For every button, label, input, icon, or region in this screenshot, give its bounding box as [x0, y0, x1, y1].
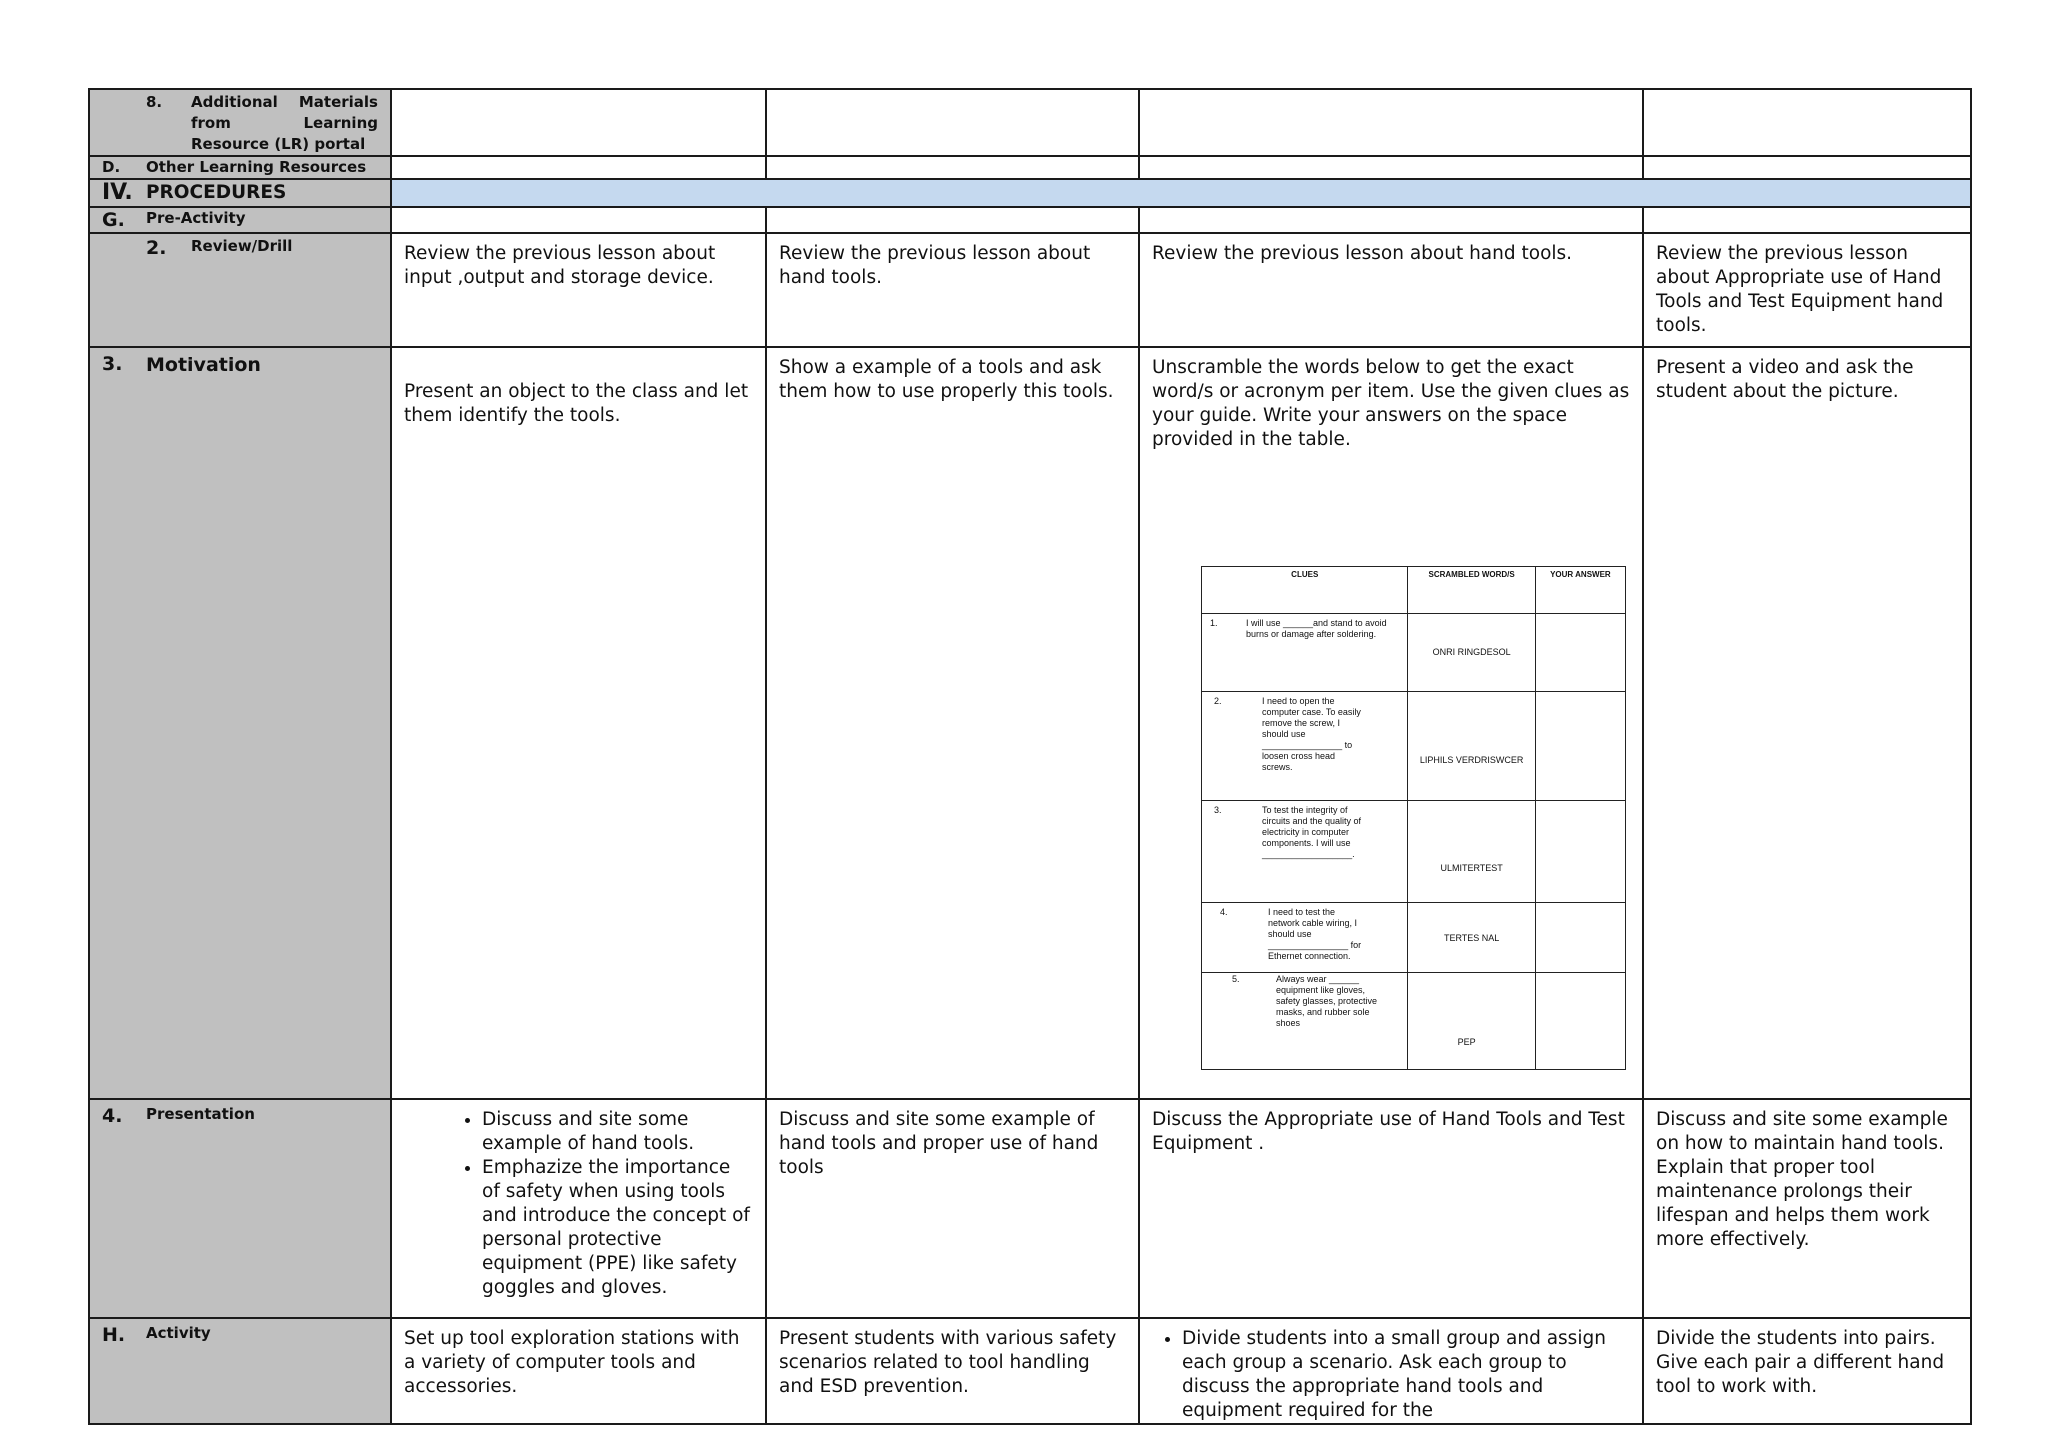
- label-cell: [89, 347, 391, 1099]
- review-text-1: Review the previous lesson about input ,output and storage device.: [404, 243, 716, 288]
- clue-text: I will use ______and stand to avoid burns or damage after soldering.: [1246, 618, 1387, 639]
- row-label: Review/Drill: [191, 237, 293, 255]
- item-number: 1.: [1210, 618, 1218, 628]
- label-cell: [89, 156, 391, 179]
- unscramble-row: [1202, 801, 1626, 903]
- answer-cell[interactable]: [1535, 801, 1625, 903]
- unscramble-row: [1202, 614, 1626, 692]
- answer-cell[interactable]: [1535, 903, 1625, 973]
- empty-cell: [1139, 156, 1643, 179]
- unscramble-row: [1202, 903, 1626, 973]
- row-label: PROCEDURES: [146, 182, 287, 203]
- row-number: 8.: [146, 93, 163, 111]
- label-cell: [89, 1099, 391, 1318]
- activity-text-2: Present students with various safety scenarios related to tool handling and ESD prevention.: [779, 1328, 1117, 1397]
- motivation-text-3: Unscramble the words below to get the exact word/s or acronym per item. Use the given clues as your guide. Write your answers on the space provided in the table.: [1152, 357, 1630, 450]
- bullet-item: • Emphazize the importance of safety when using tools and introduce the concept of personal protective equipment (PPE) like safety goggles and gloves.: [482, 1156, 751, 1300]
- empty-cell: [391, 89, 766, 156]
- row-label: Other Learning Resources: [146, 158, 367, 176]
- review-text-2: Review the previous lesson about hand tools.: [779, 243, 1091, 288]
- empty-cell: [391, 207, 766, 233]
- scrambled-header: SCRAMBLED WORD/S: [1408, 567, 1535, 614]
- row-number: 3.: [102, 353, 123, 375]
- activity-text-4: Divide the students into pairs. Give each pair a different hand tool to work with.: [1656, 1328, 1945, 1397]
- clue-text: To test the integrity of circuits and the quality of electricity in computer components. I will use __________________.: [1262, 805, 1362, 859]
- motivation-unscramble-cell: [1139, 347, 1643, 1099]
- item-number: 4.: [1220, 907, 1228, 917]
- row-number: 4.: [102, 1105, 123, 1127]
- presentation-bullet-list: [392, 1100, 765, 1300]
- row-label: Activity: [146, 1324, 211, 1342]
- scrambled-word: TERTES NAL: [1443, 933, 1500, 943]
- presentation-text-2: Discuss and site some example of hand tools and proper use of hand tools: [779, 1109, 1099, 1178]
- empty-cell: [1643, 156, 1971, 179]
- row-number: IV.: [102, 180, 133, 205]
- review-text-3: Review the previous lesson about hand tools.: [1152, 243, 1573, 264]
- scrambled-word: PEP: [1457, 1037, 1476, 1047]
- empty-cell: [766, 156, 1139, 179]
- answer-cell[interactable]: [1535, 692, 1625, 801]
- row-activity: [89, 1318, 1971, 1424]
- clue-text: Always wear ______ equipment like gloves, safety glasses, protective masks, and rubber sole shoes: [1276, 974, 1378, 1028]
- lesson-plan-table: [88, 88, 1972, 1425]
- scrambled-word: ONRI RINGDESOL: [1432, 647, 1511, 657]
- row-number: H.: [102, 1324, 126, 1346]
- label-cell: [89, 179, 391, 207]
- bullet-item: • Divide students into a small group and assign each group a scenario. Ask each group to discuss the appropriate hand tools and equipment required for the: [1182, 1327, 1630, 1423]
- motivation-text-2: Show a example of a tools and ask them how to use properly this tools.: [779, 357, 1114, 402]
- procedures-band: [391, 179, 1971, 207]
- presentation-text-4: Discuss and site some example on how to maintain hand tools. Explain that proper tool maintenance prolongs their lifespan and helps them work more effectively.: [1656, 1109, 1948, 1250]
- row-motivation: [89, 347, 1971, 1099]
- item-number: 3.: [1214, 805, 1222, 815]
- answer-cell[interactable]: [1535, 614, 1625, 692]
- label-cell: [89, 89, 391, 156]
- review-text-4: Review the previous lesson about Appropriate use of Hand Tools and Test Equipment hand tools.: [1656, 243, 1944, 336]
- row-number: D.: [102, 158, 121, 176]
- answer-cell[interactable]: [1535, 973, 1625, 1070]
- scrambled-word: ULMITERTEST: [1440, 863, 1503, 873]
- clues-header: CLUES: [1202, 567, 1408, 614]
- activity-bullet-list: [1140, 1319, 1642, 1423]
- activity-text-1: Set up tool exploration stations with a variety of computer tools and accessories.: [404, 1328, 740, 1397]
- item-number: 5.: [1232, 974, 1240, 984]
- scrambled-word: LIPHILS VERDRISWCER: [1419, 755, 1524, 765]
- row-presentation: [89, 1099, 1971, 1318]
- empty-cell: [766, 207, 1139, 233]
- row-number: 2.: [146, 237, 167, 259]
- empty-cell: [1139, 207, 1643, 233]
- row-label: Additional Materials from Learning Resource (LR) portal: [191, 93, 378, 153]
- label-cell: [89, 233, 391, 347]
- row-other-resources: [89, 156, 1971, 179]
- row-procedures: [89, 179, 1971, 207]
- label-cell: [89, 1318, 391, 1424]
- row-label: Presentation: [146, 1105, 255, 1123]
- clue-text: I need to open the computer case. To easily remove the screw, I should use ________________ to loosen cross head screws.: [1262, 696, 1361, 772]
- empty-cell: [391, 156, 766, 179]
- empty-cell: [1643, 207, 1971, 233]
- row-label: Motivation: [146, 354, 261, 376]
- motivation-text-1: Present an object to the class and let them identify the tools.: [404, 381, 749, 426]
- motivation-text-4: Present a video and ask the student about the picture.: [1656, 357, 1914, 402]
- bullet-item: • Discuss and site some example of hand tools.: [482, 1108, 751, 1156]
- clue-text: I need to test the network cable wiring, I should use ________________ for Ethernet connection.: [1268, 907, 1362, 961]
- unscramble-row: [1202, 973, 1626, 1070]
- row-pre-activity: [89, 207, 1971, 233]
- empty-cell: [766, 89, 1139, 156]
- unscramble-table: [1201, 566, 1626, 1070]
- row-additional-materials: [89, 89, 1971, 156]
- row-number: G.: [102, 209, 125, 231]
- row-label: Pre-Activity: [146, 209, 246, 227]
- row-review-drill: [89, 233, 1971, 347]
- empty-cell: [1139, 89, 1643, 156]
- answer-header: YOUR ANSWER: [1535, 567, 1625, 614]
- unscramble-header-row: [1202, 567, 1626, 614]
- label-cell: [89, 207, 391, 233]
- empty-cell: [1643, 89, 1971, 156]
- unscramble-row: [1202, 692, 1626, 801]
- item-number: 2.: [1214, 696, 1222, 706]
- presentation-text-3: Discuss the Appropriate use of Hand Tools and Test Equipment .: [1152, 1109, 1625, 1154]
